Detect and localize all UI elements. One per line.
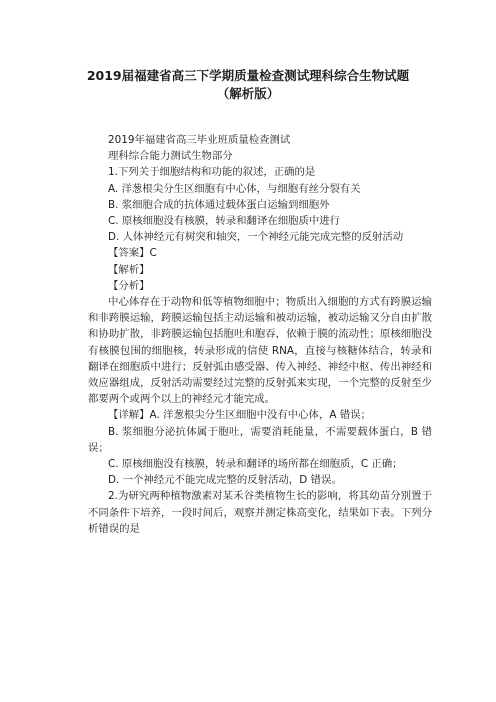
doc-subtitle: （解析版） <box>216 86 280 101</box>
question-1-option-a: A. 洋葱根尖分生区细胞有中心体，与细胞有丝分裂有关 <box>108 182 361 195</box>
question-1-stem: 1.下列关于细胞结构和功能的叙述，正确的是 <box>108 166 316 179</box>
question-2-stem: 2.为研究两种植物激素对某禾谷类植物生长的影响，将其幼苗分别置于不同条件下培养，一段时间后，观察并测定株高变化，结果如下表。下列分析错误的是 <box>88 490 432 535</box>
question-1-option-c: C. 原核细胞没有核膜，转录和翻译在细胞质中进行 <box>108 215 341 228</box>
doc-title: 2019届福建省高三下学期质量检查测试理科综合生物试题 <box>86 68 410 83</box>
header-line-1: 2019年福建省高三毕业班质量检查测试 <box>108 134 291 146</box>
detail-a: 【详解】A. 洋葱根尖分生区细胞中没有中心体，A 错误； <box>108 409 371 422</box>
detail-c: C. 原核细胞没有核膜，转录和翻译的场所都在细胞质，C 正确； <box>108 458 403 471</box>
question-1-option-d: D. 人体神经元有树突和轴突，一个神经元能完成完整的反射活动 <box>108 231 404 244</box>
answer-label: 【答案】C <box>108 247 157 260</box>
doc-body <box>88 132 432 537</box>
fenxi-label: 【分析】 <box>108 279 150 292</box>
jiexi-label: 【解析】 <box>108 263 150 276</box>
header-line-2: 理科综合能力测试生物部分 <box>108 150 233 163</box>
question-1-option-b: B. 浆细胞合成的抗体通过载体蛋白运输到细胞外 <box>108 198 330 211</box>
detail-b: B. 浆细胞分泌抗体属于胞吐，需要消耗能量，不需要载体蛋白，B 错误； <box>88 425 432 454</box>
analysis-paragraph: 中心体存在于动物和低等植物细胞中；物质出入细胞的方式有跨膜运输和非跨膜运输，跨膜运输包括主动运输和被动运输，被动运输又分自由扩散和协助扩散，非跨膜运输包括胞吐和胞吞，依赖于膜的流动性；原核细胞没有核膜包围的细胞核，转录形成的信使 RNA，直接与核糖体结合，转录和翻译在细胞质中进行；反射弧由感受器、传入神经、神经中枢、传出神经和效应器组成，反射活动需要经过完整的反射弧来实现，一个完整的反射至少都要两个或两个以上的神经元才能完成。 <box>88 296 432 406</box>
detail-d: D. 一个神经元不能完成完整的反射活动，D 错误。 <box>108 474 342 487</box>
